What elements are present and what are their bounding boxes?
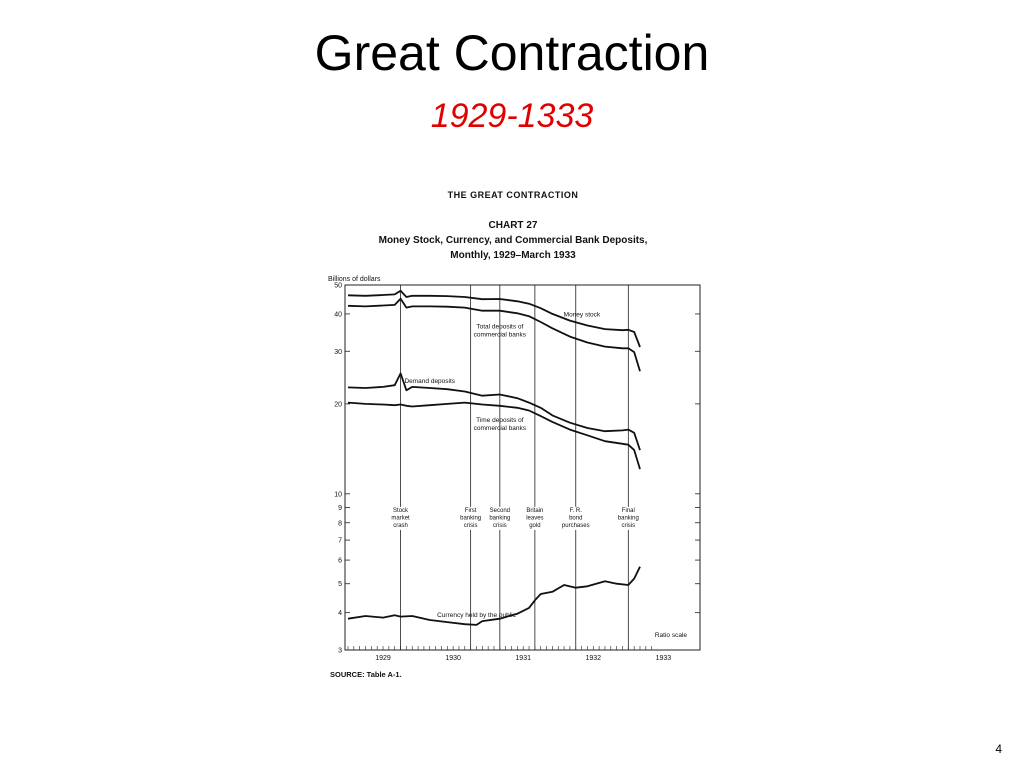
y-tick-label: 6 xyxy=(338,557,342,565)
page-number: 4 xyxy=(995,742,1002,756)
series-label: Money stock xyxy=(563,311,601,319)
y-tick-label: 40 xyxy=(334,311,342,319)
y-tick-label: 8 xyxy=(338,520,342,528)
y-tick-label: 4 xyxy=(338,610,342,618)
series-label: Total deposits of commercial banks xyxy=(473,323,527,339)
series-label: Currency held by the public xyxy=(437,611,516,619)
y-tick-label: 20 xyxy=(334,401,342,409)
x-tick-label: 1932 xyxy=(585,655,602,662)
y-tick-label: 10 xyxy=(334,491,342,499)
y-tick-label: 3 xyxy=(338,647,342,655)
chart-header: THE GREAT CONTRACTION xyxy=(447,190,579,200)
series-label: Time deposits of commercial banks xyxy=(473,416,527,432)
event-label: Second banking crisis xyxy=(489,507,511,529)
x-tick-label: 1930 xyxy=(445,655,461,662)
source-note: SOURCE: Table A-1. xyxy=(330,670,402,679)
plot-frame xyxy=(345,285,700,650)
chart-title-line1: Money Stock, Currency, and Commercial Bank Deposits, xyxy=(378,235,648,246)
event-label: Stock market crash xyxy=(391,507,410,529)
chart xyxy=(315,178,715,688)
x-tick-label: 1931 xyxy=(515,655,531,662)
event-label: Britain leaves gold xyxy=(526,507,544,529)
y-tick-label: 30 xyxy=(334,348,342,356)
series-label: Demand deposits xyxy=(404,378,456,386)
x-tick-label: 1929 xyxy=(375,655,391,662)
series-line xyxy=(348,403,640,470)
y-axis-label: Billions of dollars xyxy=(328,276,381,283)
event-label: Final banking crisis xyxy=(617,507,639,529)
y-tick-label: 9 xyxy=(338,504,342,512)
event-label: F. R. bond purchases xyxy=(561,507,590,529)
x-tick-label: 1933 xyxy=(655,655,672,662)
chart-number: CHART 27 xyxy=(488,220,538,231)
slide-title: Great Contraction xyxy=(314,25,710,81)
slide-subtitle: 1929-1333 xyxy=(430,97,594,135)
scale-note: Ratio scale xyxy=(654,632,687,639)
event-label: First banking crisis xyxy=(460,507,482,529)
y-tick-label: 50 xyxy=(334,282,342,290)
plot-area xyxy=(334,283,700,663)
chart-title-line2: Monthly, 1929–March 1933 xyxy=(450,250,576,261)
y-tick-label: 7 xyxy=(338,537,342,545)
y-tick-label: 5 xyxy=(338,581,342,589)
